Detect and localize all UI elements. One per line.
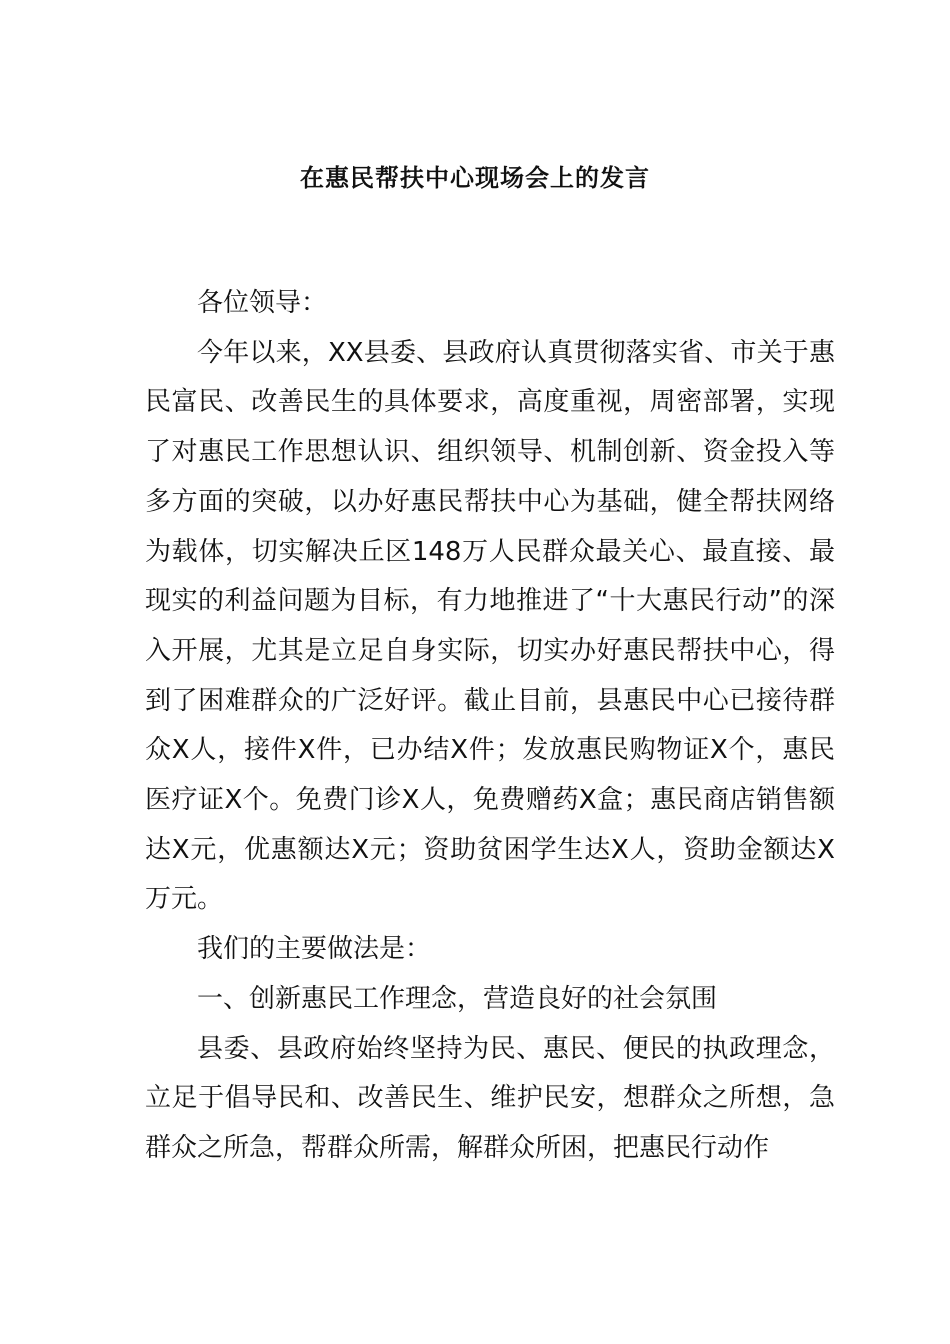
main-practices-paragraph: 我们的主要做法是：	[197, 934, 432, 965]
salutation-paragraph: 各位领导：	[197, 288, 328, 318]
document-title: 在惠民帮扶中心现场会上的发言	[300, 164, 650, 192]
section-one-paragraph: 县委、县政府始终坚持为民、惠民、便民的执政理念，立足于倡导民和、改善民生、维护民安，想群众之所想，急群众之所急，帮群众所需，解群众所困，把惠民行动作	[145, 1033, 835, 1163]
overview-paragraph: 今年以来，XX县委、县政府认真贯彻落实省、市关于惠民富民、改善民生的具体要求，高度重视，周密部署，实现了对惠民工作思想认识、组织领导、机制创新、资金投入等多方面的突破，以办好惠民帮扶中心为基础，健全帮扶网络为载体，切实解决丘区148万人民群众最关心、最直接、最现实的利益问题为目标，有力地推进了“十大惠民行动”的深入开展，尤其是立足自身实际，切实办好惠民帮扶中心，得到了困难群众的广泛好评。截止目前，县惠民中心已接待群众X人，接件X件，已办结X件；发放惠民购物证X个，惠民医疗证X个。免费门诊X人，免费赠药X盒；惠民商店销售额达X元，优惠额达X元；资助贫困学生达X人，资助金额达X万元。	[145, 337, 835, 915]
section-heading-one: 一、创新惠民工作理念，营造良好的社会氛围	[197, 983, 718, 1014]
document-body	[145, 279, 835, 1174]
